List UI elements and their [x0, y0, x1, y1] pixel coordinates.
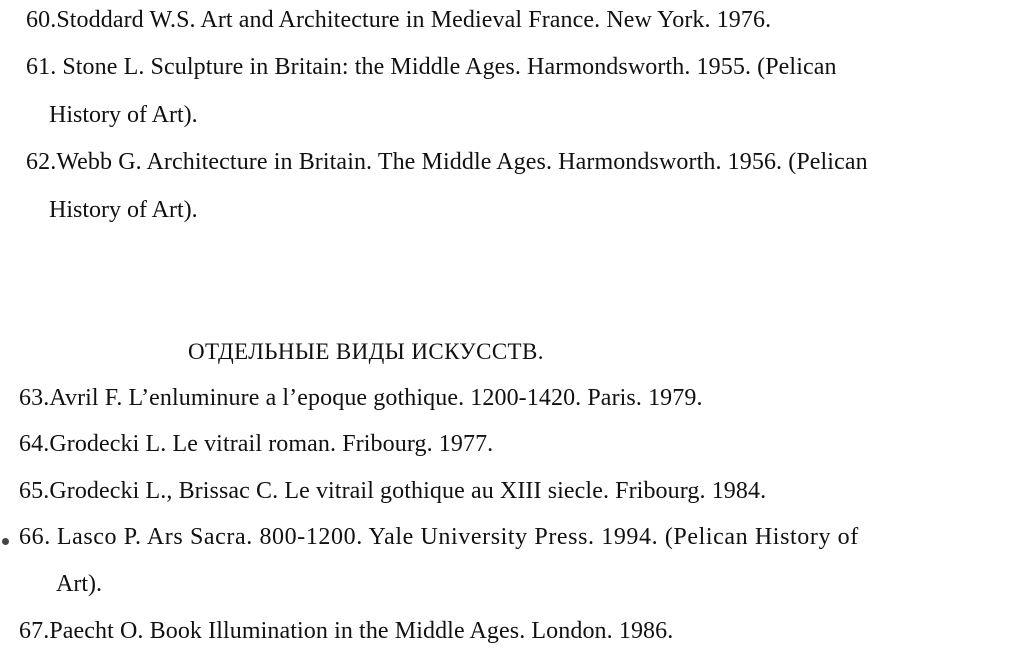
entry-number: 65. — [19, 478, 50, 504]
entry-number: 67. — [19, 618, 50, 644]
bib-entry-67 — [19, 617, 673, 645]
bib-entry-65 — [19, 477, 766, 505]
entry-text: Grodecki L., Brissac C. Le vitrail gothique au XIII siecle. Fribourg. 1984. — [49, 478, 767, 504]
bib-entry-61 — [26, 53, 837, 81]
section-heading: ОТДЕЛЬНЫЕ ВИДЫ ИСКУССТВ. — [188, 339, 544, 364]
entry-number: 60. — [26, 7, 57, 33]
entry-number: 61. — [26, 54, 57, 80]
bib-entry-66-continuation: Art). — [56, 571, 102, 597]
bib-entry-60 — [26, 6, 771, 34]
bib-entry-62 — [26, 148, 868, 176]
scan-mark-icon — [2, 538, 9, 545]
entry-text: Lasco P. Ars Sacra. 800-1200. Yale University Press. 1994. (Pelican History of — [56, 524, 859, 550]
bib-entry-61-continuation: History of Art). — [49, 102, 198, 128]
entry-number: 64. — [19, 431, 50, 457]
bib-entry-66 — [19, 523, 859, 551]
bib-entry-63 — [19, 384, 703, 412]
bib-entry-62-continuation: History of Art). — [49, 197, 198, 223]
bib-entry-64 — [19, 430, 493, 458]
entry-text: Paecht O. Book Illumination in the Middle Ages. London. 1986. — [49, 618, 674, 644]
entry-text: Stone L. Sculpture in Britain: the Middle Ages. Harmondsworth. 1955. (Pelican — [62, 54, 837, 80]
entry-number: 62. — [26, 149, 57, 175]
entry-text: Webb G. Architecture in Britain. The Middle Ages. Harmondsworth. 1956. (Pelican — [56, 149, 868, 175]
entry-text: Grodecki L. Le vitrail roman. Fribourg. 1977. — [49, 431, 494, 457]
entry-text: Avril F. L’enluminure a l’epoque gothique. 1200-1420. Paris. 1979. — [49, 385, 703, 411]
entry-text: Stoddard W.S. Art and Architecture in Medieval France. New York. 1976. — [56, 7, 772, 33]
entry-number: 66. — [19, 524, 51, 550]
entry-number: 63. — [19, 385, 50, 411]
